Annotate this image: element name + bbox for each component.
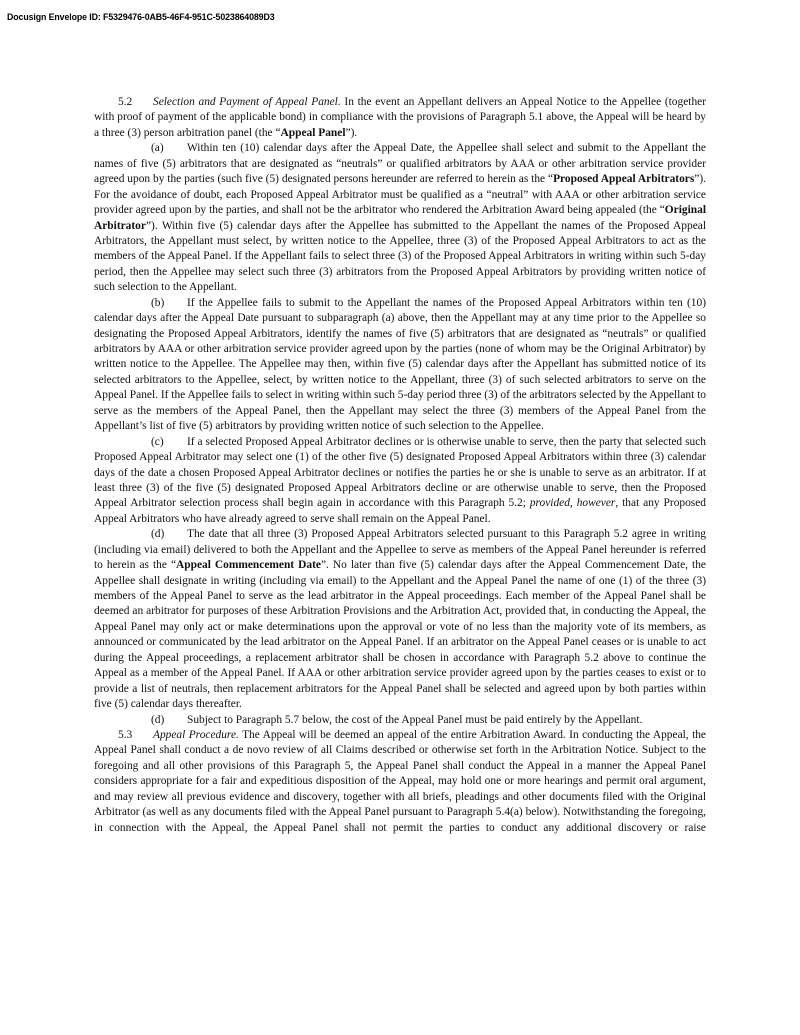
paragraph-text: The date that all three (3) Proposed Appeal Arbitrators selected pursuant to this Paragraph 5.2 agree in writing (including via email) delivered to both the Appellant and the Appellee to serve as members of the Appeal Panel hereunder is referred to herein as the “ bbox=[94, 528, 706, 572]
document-body bbox=[94, 95, 706, 836]
section-5-3 bbox=[94, 728, 706, 836]
section-number: 5.3 bbox=[118, 728, 133, 741]
paragraph-text: The Appeal will be deemed an appeal of the entire Arbitration Award. In conducting the Appeal, the Appeal Panel shall conduct a de novo review of all Claims described or otherwise set forth in the Arbitration Notice. Subject to the foregoing and all other provisions of this Paragraph 5, the Appeal Panel shall conduct the Appeal in a manner the Appeal Panel considers appropriate for a fair and expeditious disposition of the Appeal, may hold one or more hearings and permit oral argument, and may review all previous evidence and discovery, together with all briefs, pleadings and other documents filed with the Original Arbitrator (as well as any documents filed with the Appeal Panel pursuant to Paragraph 5.4(a) below). Notwithstanding the foregoing, in connection with the Appeal, the Appeal Panel shall not permit the parties to conduct any additional discovery or raise bbox=[94, 728, 706, 834]
defined-term: Appeal Panel bbox=[280, 126, 346, 139]
defined-term: Original Arbitrator bbox=[94, 204, 706, 232]
paragraph-text: Subject to Paragraph 5.7 below, the cost of the Appeal Panel must be paid entirely by the Appellant. bbox=[187, 713, 643, 726]
subparagraph-a bbox=[94, 141, 706, 295]
section-heading: Selection and Payment of Appeal Panel. bbox=[153, 96, 341, 108]
subparagraph-d-cost bbox=[94, 713, 706, 728]
section-5-2 bbox=[94, 95, 706, 141]
subparagraph-label: (d) bbox=[151, 528, 165, 541]
section-number: 5.2 bbox=[118, 96, 133, 108]
section-heading: Appeal Procedure. bbox=[153, 728, 239, 741]
subparagraph-label: (c) bbox=[151, 435, 164, 448]
subparagraph-b bbox=[94, 296, 706, 435]
defined-term: Appeal Commencement Date bbox=[176, 559, 321, 572]
subparagraph-label: (a) bbox=[151, 142, 164, 155]
subparagraph-label: (b) bbox=[151, 296, 165, 309]
paragraph-text: ”). For the avoidance of doubt, each Proposed Appeal Arbitrator must be qualified as a “neutral” with AAA or other arbitration service provider agreed upon by the parties, and shall not be the arbitrator who rendered the Arbitration Award being appealed (the “ bbox=[94, 173, 706, 217]
subparagraph-label: (d) bbox=[151, 713, 165, 726]
paragraph-text: , that any Proposed Appeal Arbitrators who have already agreed to serve shall remain on the Appeal Panel. bbox=[94, 497, 707, 525]
docusign-envelope-id: Docusign Envelope ID: F5329476-0AB5-46F4-951C-5023864089D3 bbox=[7, 12, 275, 22]
paragraph-text: ”. No later than five (5) calendar days after the Appeal Commencement Date, the Appellee shall designate in writing (including via email) to the Appellant and the Appeal Panel the name of one (1) of the three (3) members of the Appeal Panel to serve as the lead arbitrator in the Appeal proceedings. Each member of the Appeal Panel shall be deemed an arbitrator for purposes of these Arbitration Provisions and the Arbitration Act, provided that, in conducting the Appeal, the Appeal Panel may only act or make determinations upon the approval or vote of no less than the majority vote of its members, as announced or communicated by the lead arbitrator on the Appeal Panel. If an arbitrator on the Appeal Panel ceases or is unable to act during the Appeal proceedings, a replacement arbitrator shall be chosen in accordance with Paragraph 5.2 above to continue the Appeal as a member of the Appeal Panel. If AAA or other arbitration service provider agreed upon by the parties ceases to exist or to provide a list of neutrals, then replacement arbitrators for the Appeal Panel shall be selected and agreed upon by both parties within five (5) calendar days thereafter. bbox=[94, 559, 706, 711]
subparagraph-d bbox=[94, 527, 706, 712]
paragraph-text: If the Appellee fails to submit to the Appellant the names of the Proposed Appeal Arbitrators within ten (10) calendar days after the Appeal Date pursuant to subparagraph (a) above, then the Appellant may at any time prior to the Appellee so designating the Proposed Appeal Arbitrators, identify the names of five (5) arbitrators that are designated as “neutrals” or qualified arbitrators by AAA or other arbitration service provider agreed upon by the parties (none of whom may be the Original Arbitrator) by written notice to the Appellee. The Appellee may then, within five (5) calendar days after the Appellant has submitted notice of its selected arbitrators to the Appellee, select, by written notice to the Appellant, three (3) of such selected arbitrators to serve on the Appeal Panel. If the Appellee fails to select in writing within such 5-day period three (3) of the arbitrators selected by the Appellant to serve as the members of the Appeal Panel, then the Appellant may select the three (3) members of the Appeal Panel from the Appellant’s list of five (5) arbitrators by providing written notice of such selection to the Appellee. bbox=[94, 296, 706, 433]
proviso-text: provided, however bbox=[529, 497, 616, 510]
paragraph-text: ”). bbox=[345, 126, 358, 139]
defined-term: Proposed Appeal Arbitrators bbox=[553, 173, 695, 186]
subparagraph-c bbox=[94, 435, 706, 528]
paragraph-text: If a selected Proposed Appeal Arbitrator declines or is otherwise unable to serve, then the party that selected such Proposed Appeal Arbitrator may select one (1) of the other five (5) designated Proposed Appeal Arbitrators within three (3) calendar days of the date a chosen Proposed Appeal Arbitrator declines or notifies the parties he or she is unable to serve as an arbitrator. If at least three (3) of the five (5) designated Proposed Appeal Arbitrators decline or are otherwise unable to serve, then the Proposed Appeal Arbitrator selection process shall begin again in accordance with this Paragraph 5.2; bbox=[94, 435, 706, 510]
paragraph-text: In the event an Appellant delivers an Appeal Notice to the Appellee (together with proof of payment of the applicable bond) in compliance with the provisions of Paragraph 5.1 above, the Appeal will be heard by a three (3) person arbitration panel (the “ bbox=[94, 96, 707, 139]
paragraph-text: ”). Within five (5) calendar days after the Appellee has submitted to the Appellant the names of the Proposed Appeal Arbitrators, the Appellant must select, by written notice to the Appellee, three (3) of the Proposed Appeal Arbitrators to act as the members of the Appeal Panel. If the Appellant fails to select three (3) of the Proposed Appeal Arbitrators in writing within such 5-day period, then the Appellee may select such three (3) arbitrators from the Proposed Appeal Arbitrators by providing written notice of such selection to the Appellant. bbox=[94, 219, 706, 294]
paragraph-text: Within ten (10) calendar days after the Appeal Date, the Appellee shall select and submit to the Appellant the names of five (5) arbitrators that are designated as “neutrals” or qualified arbitrators by AAA or other arbitration service provider agreed upon by the parties (such five (5) designated persons hereunder are referred to herein as the “ bbox=[94, 142, 706, 186]
